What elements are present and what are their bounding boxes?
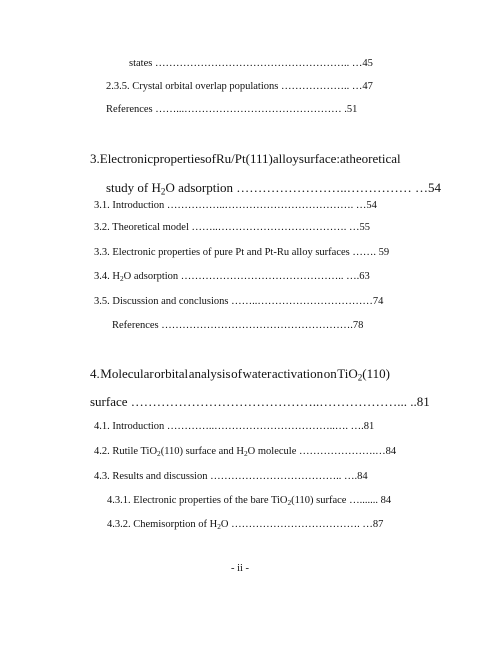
toc-entry: 4.3.1. Electronic properties of the bare TiO$_2$(110) surface …....... 84 (107, 495, 392, 507)
heading-word: orbital (154, 366, 189, 381)
toc-entry: 4.3. Results and discussion ……………………………….. ….84 (94, 471, 368, 482)
heading-word: 4. (90, 366, 100, 381)
heading-word: properties (153, 151, 206, 166)
toc-entry: 4.2. Rutile TiO$_2$(110) surface and $H_2O$ molecule ………………….…84 (94, 446, 397, 458)
toc-entry: 3.4. $H_2O$ adsorption ……………………………………….. ….63 (94, 271, 370, 283)
heading-word: Ru/Pt(111) (216, 151, 273, 166)
heading-word: Electronic (99, 151, 154, 166)
toc-entry: 2.3.5. Crystal orbital overlap populations ……………….. …47 (106, 81, 373, 92)
heading-word: on (323, 366, 337, 381)
heading-word: Molecular (100, 366, 154, 381)
toc-entry: 3.5. Discussion and conclusions ……..……………………………74 (94, 296, 384, 307)
heading-word: 3. (90, 151, 100, 166)
heading-word: water (242, 366, 272, 381)
heading-word: TiO$_2$(110) (337, 366, 390, 383)
heading-word: surface: (298, 151, 340, 166)
chapter-4-heading-line1 (90, 366, 390, 382)
toc-entry: states ……………………………………………….. …45 (129, 58, 373, 69)
heading-word: of (205, 151, 216, 166)
heading-word: a (339, 151, 346, 166)
toc-entry: 3.3. Electronic properties of pure Pt and Pt-Ru alloy surfaces ……. 59 (94, 247, 390, 258)
heading-word: theoretical (345, 151, 401, 166)
toc-entry: 3.2. Theoretical model ……..………………………………. …55 (94, 222, 370, 233)
heading-word: of (231, 366, 242, 381)
heading-word: analysis (188, 366, 231, 381)
heading-word: alloy (272, 151, 299, 166)
toc-entry: 4.3.2. Chemisorption of $H_2O$ ………………………………. …87 (107, 519, 384, 531)
chapter-4-heading-line2: surface ……………………………………..………………... ..81 (90, 394, 430, 409)
chapter-3-heading-line2: study of $H_2O$ adsorption ……………………..…………… …54 (106, 180, 441, 197)
chapter-3-heading-line1 (90, 151, 401, 167)
toc-entry: References ……...……………………………………… .51 (106, 104, 358, 115)
heading-word: activation (271, 366, 324, 381)
toc-entry: References ……………………………………………….78 (112, 320, 364, 331)
page-number: - ii - (230, 563, 250, 574)
toc-entry: 3.1. Introduction ……………..………………………………. …54 (94, 200, 377, 211)
toc-entry: 4.1. Introduction …………..……………………………..…. ….81 (94, 421, 375, 432)
